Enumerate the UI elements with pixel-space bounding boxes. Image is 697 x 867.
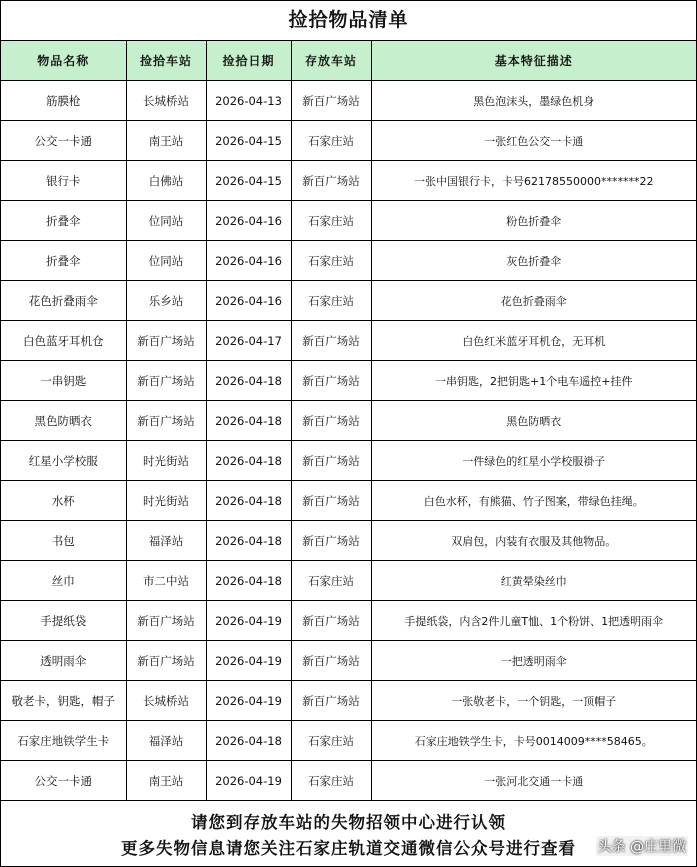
table-header-row xyxy=(1,41,696,81)
storage-station-cell: 新百广场站 xyxy=(291,521,371,561)
description-cell: 花色折叠雨伞 xyxy=(371,281,696,321)
found-date-cell: 2026-04-15 xyxy=(206,121,291,161)
storage-station-cell: 新百广场站 xyxy=(291,161,371,201)
item-name-cell: 一串钥匙 xyxy=(1,361,126,401)
column-header-found-station: 捡拾车站 xyxy=(126,41,206,81)
found-date-cell: 2026-04-18 xyxy=(206,561,291,601)
found-date-cell: 2026-04-15 xyxy=(206,161,291,201)
description-cell: 黑色防晒衣 xyxy=(371,401,696,441)
item-name-cell: 折叠伞 xyxy=(1,201,126,241)
item-name-cell: 丝巾 xyxy=(1,561,126,601)
item-name-cell: 敬老卡，钥匙，帽子 xyxy=(1,681,126,721)
storage-station-cell: 新百广场站 xyxy=(291,601,371,641)
table-row xyxy=(1,681,696,721)
table-row xyxy=(1,641,696,681)
item-name-cell: 花色折叠雨伞 xyxy=(1,281,126,321)
found-station-cell: 时光街站 xyxy=(126,481,206,521)
found-date-cell: 2026-04-19 xyxy=(206,641,291,681)
item-name-cell: 黑色防晒衣 xyxy=(1,401,126,441)
footer-notice xyxy=(1,801,696,866)
storage-station-cell: 石家庄站 xyxy=(291,121,371,161)
table-row xyxy=(1,81,696,121)
item-name-cell: 水杯 xyxy=(1,481,126,521)
found-station-cell: 南王站 xyxy=(126,761,206,801)
storage-station-cell: 石家庄站 xyxy=(291,281,371,321)
table-row xyxy=(1,401,696,441)
item-name-cell: 筋膜枪 xyxy=(1,81,126,121)
found-station-cell: 白佛站 xyxy=(126,161,206,201)
storage-station-cell: 新百广场站 xyxy=(291,401,371,441)
table-row xyxy=(1,761,696,801)
table-row xyxy=(1,201,696,241)
found-date-cell: 2026-04-16 xyxy=(206,241,291,281)
description-cell: 石家庄地铁学生卡，卡号0014009****58465。 xyxy=(371,721,696,761)
description-cell: 一把透明雨伞 xyxy=(371,641,696,681)
table-row xyxy=(1,121,696,161)
description-cell: 一张河北交通一卡通 xyxy=(371,761,696,801)
footer-line-2: 更多失物信息请您关注石家庄轨道交通微信公众号进行查看 xyxy=(121,839,576,858)
found-date-cell: 2026-04-16 xyxy=(206,281,291,321)
storage-station-cell: 石家庄站 xyxy=(291,201,371,241)
item-name-cell: 白色蓝牙耳机仓 xyxy=(1,321,126,361)
lost-items-table xyxy=(1,41,696,801)
storage-station-cell: 新百广场站 xyxy=(291,361,371,401)
table-row xyxy=(1,561,696,601)
description-cell: 白色水杯，有熊猫、竹子图案，带绿色挂绳。 xyxy=(371,481,696,521)
item-name-cell: 石家庄地铁学生卡 xyxy=(1,721,126,761)
description-cell: 一串钥匙，2把钥匙+1个电车遥控+挂件 xyxy=(371,361,696,401)
storage-station-cell: 新百广场站 xyxy=(291,441,371,481)
storage-station-cell: 新百广场站 xyxy=(291,481,371,521)
table-row xyxy=(1,721,696,761)
item-name-cell: 折叠伞 xyxy=(1,241,126,281)
found-date-cell: 2026-04-18 xyxy=(206,361,291,401)
description-cell: 黑色泡沫头，墨绿色机身 xyxy=(371,81,696,121)
column-header-storage-station: 存放车站 xyxy=(291,41,371,81)
found-station-cell: 位同站 xyxy=(126,241,206,281)
found-date-cell: 2026-04-18 xyxy=(206,521,291,561)
found-station-cell: 福泽站 xyxy=(126,721,206,761)
found-station-cell: 新百广场站 xyxy=(126,601,206,641)
item-name-cell: 透明雨伞 xyxy=(1,641,126,681)
item-name-cell: 红星小学校服 xyxy=(1,441,126,481)
found-date-cell: 2026-04-16 xyxy=(206,201,291,241)
found-date-cell: 2026-04-13 xyxy=(206,81,291,121)
table-row xyxy=(1,241,696,281)
column-header-item-name: 物品名称 xyxy=(1,41,126,81)
found-station-cell: 时光街站 xyxy=(126,441,206,481)
table-row xyxy=(1,601,696,641)
footer-line-1: 请您到存放车站的失物招领中心进行认领 xyxy=(191,813,506,832)
storage-station-cell: 石家庄站 xyxy=(291,561,371,601)
found-station-cell: 市二中站 xyxy=(126,561,206,601)
found-date-cell: 2026-04-19 xyxy=(206,681,291,721)
description-cell: 一张中国银行卡，卡号62178550000*******22 xyxy=(371,161,696,201)
storage-station-cell: 新百广场站 xyxy=(291,321,371,361)
found-date-cell: 2026-04-18 xyxy=(206,401,291,441)
table-row xyxy=(1,521,696,561)
storage-station-cell: 石家庄站 xyxy=(291,761,371,801)
storage-station-cell: 新百广场站 xyxy=(291,641,371,681)
found-station-cell: 位同站 xyxy=(126,201,206,241)
description-cell: 粉色折叠伞 xyxy=(371,201,696,241)
found-date-cell: 2026-04-18 xyxy=(206,481,291,521)
found-station-cell: 新百广场站 xyxy=(126,321,206,361)
item-name-cell: 银行卡 xyxy=(1,161,126,201)
found-date-cell: 2026-04-19 xyxy=(206,601,291,641)
description-cell: 红黄晕染丝巾 xyxy=(371,561,696,601)
storage-station-cell: 石家庄站 xyxy=(291,241,371,281)
storage-station-cell: 新百广场站 xyxy=(291,681,371,721)
description-cell: 一张红色公交一卡通 xyxy=(371,121,696,161)
table-row xyxy=(1,481,696,521)
table-row xyxy=(1,321,696,361)
description-cell: 白色红米蓝牙耳机仓，无耳机 xyxy=(371,321,696,361)
item-name-cell: 公交一卡通 xyxy=(1,761,126,801)
page-title: 捡拾物品清单 xyxy=(1,1,696,41)
found-station-cell: 长城桥站 xyxy=(126,681,206,721)
found-date-cell: 2026-04-19 xyxy=(206,761,291,801)
storage-station-cell: 石家庄站 xyxy=(291,721,371,761)
found-date-cell: 2026-04-18 xyxy=(206,721,291,761)
description-cell: 手提纸袋，内含2件儿童T恤、1个粉饼、1把透明雨伞 xyxy=(371,601,696,641)
table-row xyxy=(1,441,696,481)
table-row xyxy=(1,161,696,201)
found-date-cell: 2026-04-18 xyxy=(206,441,291,481)
storage-station-cell: 新百广场站 xyxy=(291,81,371,121)
found-station-cell: 新百广场站 xyxy=(126,401,206,441)
description-cell: 一张敬老卡，一个钥匙，一顶帽子 xyxy=(371,681,696,721)
description-cell: 灰色折叠伞 xyxy=(371,241,696,281)
column-header-description: 基本特征描述 xyxy=(371,41,696,81)
item-name-cell: 手提纸袋 xyxy=(1,601,126,641)
found-station-cell: 福泽站 xyxy=(126,521,206,561)
watermark: 头条 @庄里微 xyxy=(596,836,688,856)
table-row xyxy=(1,281,696,321)
found-station-cell: 南王站 xyxy=(126,121,206,161)
description-cell: 一件绿色的红星小学校服褂子 xyxy=(371,441,696,481)
found-station-cell: 新百广场站 xyxy=(126,641,206,681)
found-station-cell: 长城桥站 xyxy=(126,81,206,121)
column-header-found-date: 捡拾日期 xyxy=(206,41,291,81)
found-station-cell: 乐乡站 xyxy=(126,281,206,321)
table-row xyxy=(1,361,696,401)
item-name-cell: 书包 xyxy=(1,521,126,561)
found-station-cell: 新百广场站 xyxy=(126,361,206,401)
item-name-cell: 公交一卡通 xyxy=(1,121,126,161)
found-date-cell: 2026-04-17 xyxy=(206,321,291,361)
description-cell: 双肩包，内装有衣服及其他物品。 xyxy=(371,521,696,561)
